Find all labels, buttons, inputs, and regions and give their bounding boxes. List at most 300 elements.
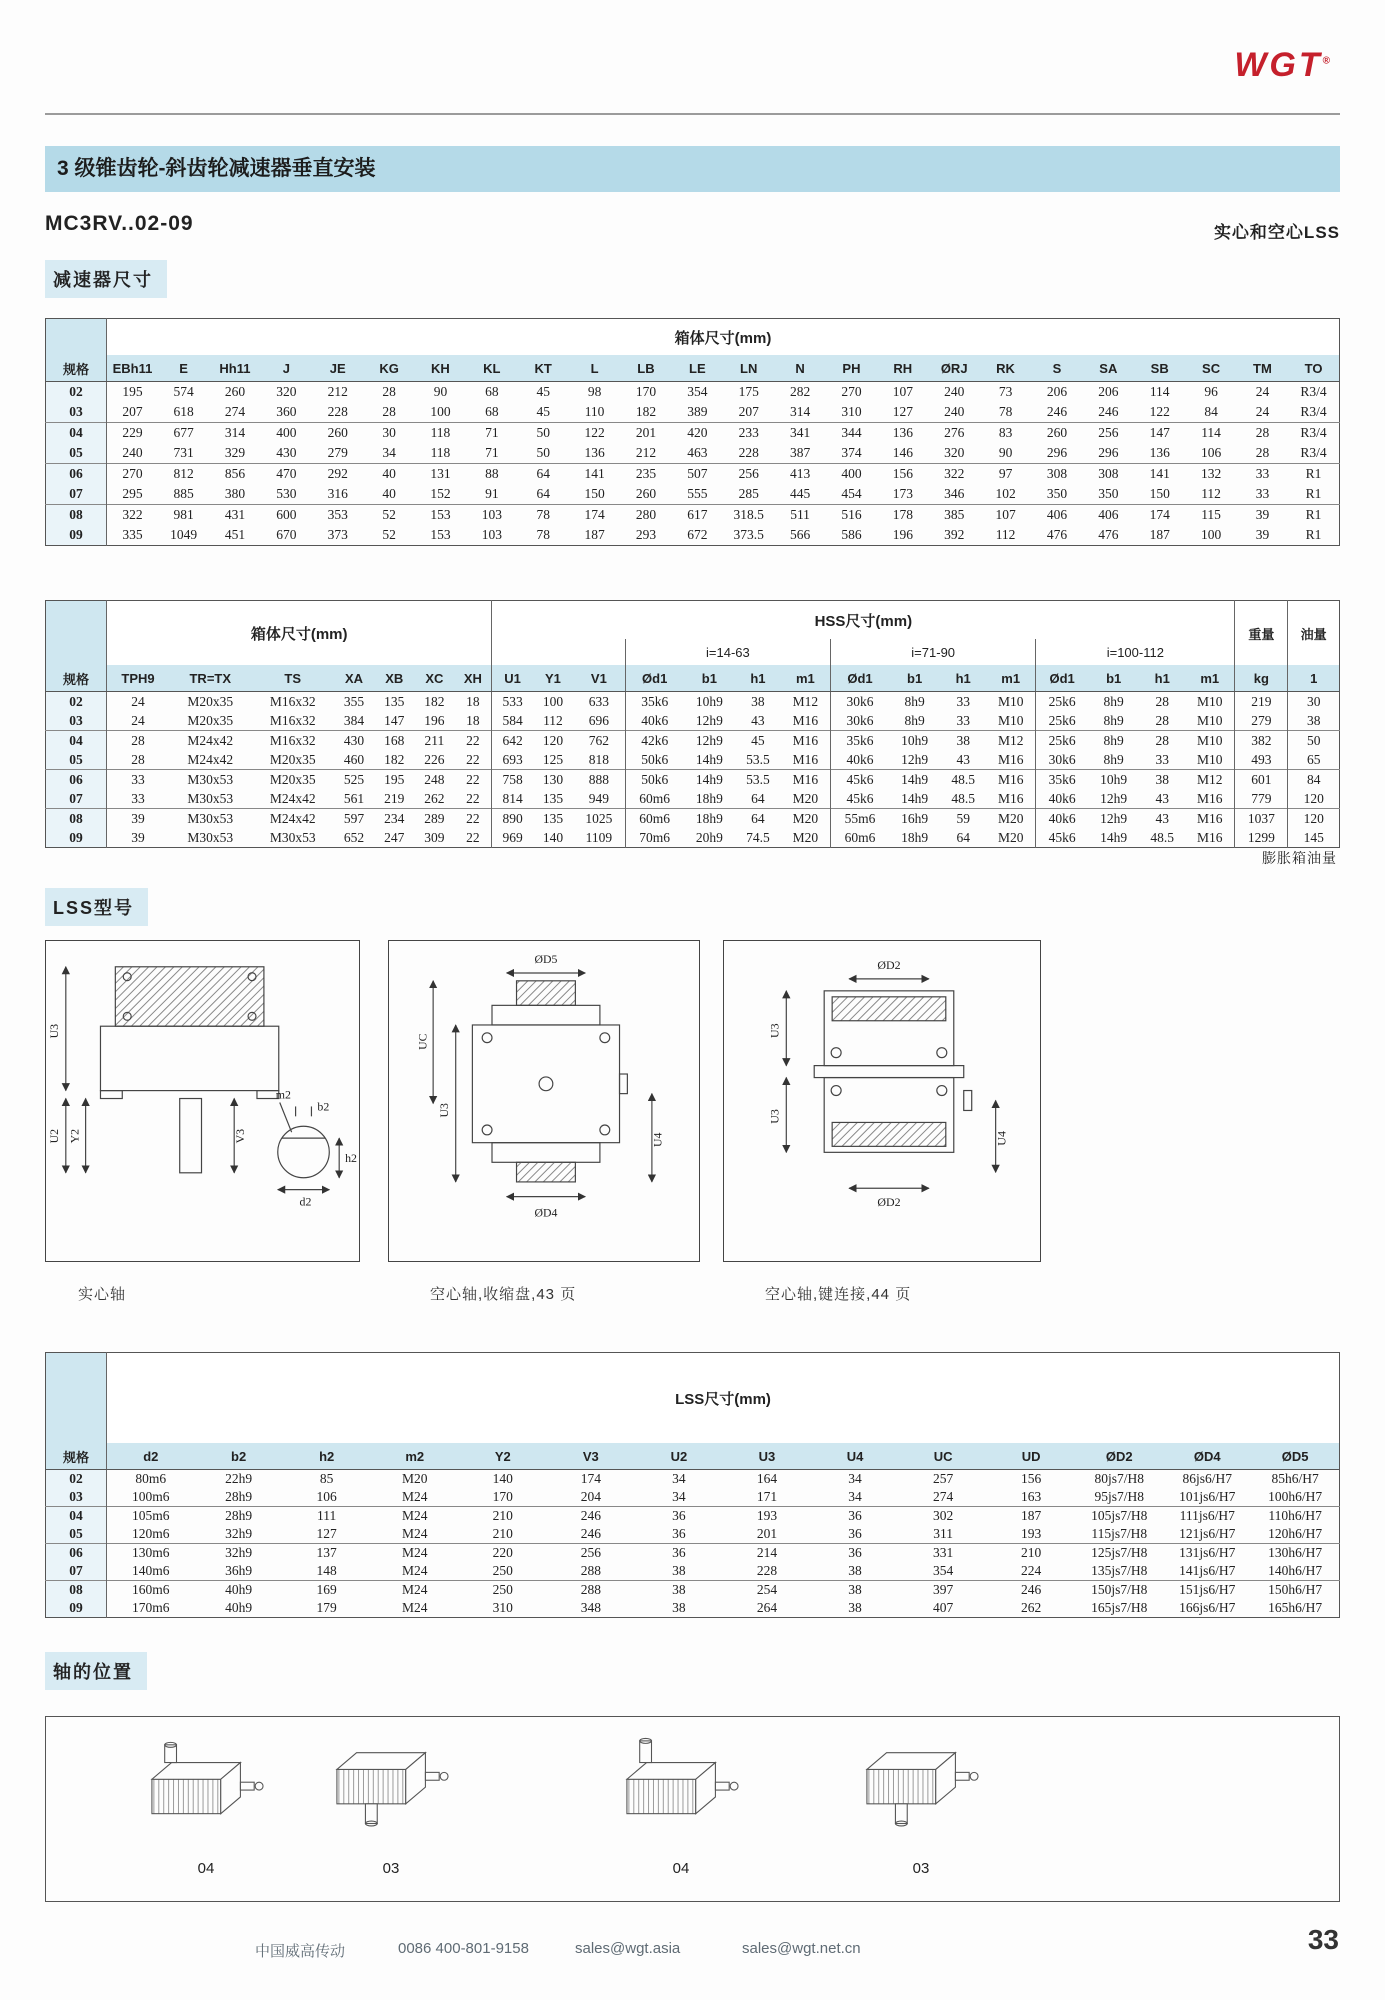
data-cell: 182 bbox=[384, 751, 405, 767]
table-row bbox=[46, 1470, 1340, 1489]
data-cell: 64 bbox=[536, 486, 550, 501]
column-header: S bbox=[1031, 355, 1082, 382]
data-cell: 454 bbox=[841, 486, 862, 501]
data-cell: M10 bbox=[986, 711, 1036, 731]
shaft-position-label: 04 bbox=[672, 1860, 690, 1877]
data-cell: 260 bbox=[1031, 423, 1082, 444]
data-cell: M16x32 bbox=[269, 693, 316, 709]
data-cell: 74.5 bbox=[746, 829, 770, 845]
data-cell: M24x42 bbox=[269, 790, 316, 806]
data-cell: 463 bbox=[687, 445, 708, 460]
column-header: TM bbox=[1237, 355, 1288, 382]
data-cell: 12h9 bbox=[901, 751, 929, 767]
data-cell: 493 bbox=[1235, 750, 1288, 770]
data-cell: 22 bbox=[454, 789, 491, 809]
data-cell: 34 bbox=[382, 445, 396, 460]
data-cell: 50 bbox=[1288, 731, 1340, 751]
data-cell: 18h9 bbox=[901, 829, 929, 845]
section-lss-type: LSS型号 bbox=[45, 888, 148, 926]
data-cell: 256 bbox=[547, 1544, 635, 1563]
corner-cell bbox=[46, 1353, 107, 1444]
column-header: XB bbox=[374, 665, 414, 692]
data-cell: 20h9 bbox=[695, 829, 723, 845]
data-cell: 28 bbox=[1237, 423, 1288, 444]
table-title: 箱体尺寸(mm) bbox=[107, 319, 1340, 356]
spec-cell: 08 bbox=[46, 1581, 107, 1600]
data-cell: 120h6/H7 bbox=[1268, 1526, 1323, 1541]
data-cell: 39 bbox=[107, 809, 170, 829]
dim-label: UC bbox=[416, 1033, 430, 1050]
data-cell: 226 bbox=[424, 751, 445, 767]
data-cell: 135 bbox=[533, 809, 573, 829]
data-cell: 308 bbox=[1083, 464, 1134, 485]
data-cell: 38 bbox=[848, 1600, 862, 1615]
data-cell: 288 bbox=[547, 1581, 635, 1600]
data-cell: 43 bbox=[751, 712, 765, 728]
column-header: ØRJ bbox=[929, 355, 980, 382]
data-cell: 316 bbox=[327, 486, 348, 501]
column-header: TS bbox=[252, 665, 334, 692]
column-header: L bbox=[569, 355, 620, 382]
data-cell: 32h9 bbox=[195, 1544, 283, 1563]
data-cell: 163 bbox=[1021, 1489, 1042, 1504]
data-cell: 84 bbox=[1288, 770, 1340, 790]
data-cell: 293 bbox=[635, 527, 657, 542]
spec-cell: 09 bbox=[46, 828, 107, 848]
page-title: 3 级锥齿轮-斜齿轮减速器垂直安装 bbox=[45, 146, 1340, 192]
data-cell: 346 bbox=[944, 486, 965, 501]
data-cell: 693 bbox=[502, 751, 523, 767]
table-row bbox=[46, 423, 1340, 444]
dim-label: Y2 bbox=[67, 1128, 82, 1144]
data-cell: M10 bbox=[1185, 692, 1235, 712]
data-cell: M16x32 bbox=[252, 731, 334, 751]
data-cell: 95js7/H8 bbox=[1094, 1489, 1144, 1504]
data-cell: 38 bbox=[635, 1581, 723, 1600]
data-cell: 1025 bbox=[573, 809, 625, 829]
data-cell: 246 bbox=[987, 1581, 1075, 1600]
data-cell: 285 bbox=[738, 486, 759, 501]
table-row bbox=[46, 484, 1340, 505]
caption-hollow-shrink: 空心轴,收缩盘,43 页 bbox=[430, 1286, 577, 1303]
data-cell: 22 bbox=[454, 770, 491, 790]
data-cell: 460 bbox=[343, 751, 365, 767]
column-header: LN bbox=[723, 355, 774, 382]
data-cell: 110 bbox=[584, 404, 605, 419]
column-header: b1 bbox=[889, 665, 940, 692]
data-cell: 114 bbox=[1185, 423, 1236, 444]
data-cell: 331 bbox=[899, 1544, 987, 1563]
table-title: LSS尺寸(mm) bbox=[107, 1353, 1340, 1444]
data-cell: 210 bbox=[492, 1526, 513, 1541]
data-cell: 308 bbox=[1031, 464, 1082, 485]
hollow-key-drawing bbox=[724, 941, 1039, 1260]
dim-label: U3 bbox=[767, 1023, 782, 1039]
data-cell: 240 bbox=[944, 404, 965, 419]
data-cell: 561 bbox=[343, 790, 365, 806]
data-cell: 120 bbox=[1288, 809, 1340, 829]
table-title-row bbox=[46, 1353, 1340, 1444]
column-header: U1 bbox=[492, 665, 533, 692]
data-cell: 22 bbox=[454, 750, 491, 770]
column-header: d2 bbox=[107, 1443, 195, 1470]
data-cell: 10h9 bbox=[889, 731, 940, 751]
data-cell: 204 bbox=[580, 1489, 601, 1504]
data-cell: 150 bbox=[584, 486, 605, 501]
table-row bbox=[46, 402, 1340, 423]
shaft-position-panel bbox=[45, 1716, 1340, 1902]
data-cell: 633 bbox=[573, 692, 625, 712]
column-header: V1 bbox=[573, 665, 625, 692]
column-header: h2 bbox=[283, 1443, 371, 1470]
page-number: 33 bbox=[1307, 1924, 1339, 1955]
shaft-position-cell bbox=[116, 1735, 296, 1877]
data-cell: 42k6 bbox=[625, 731, 683, 751]
data-cell: 24 bbox=[131, 693, 145, 709]
data-cell: 193 bbox=[723, 1507, 811, 1526]
data-cell: 45 bbox=[536, 404, 550, 419]
data-cell: 28 bbox=[382, 384, 396, 399]
data-cell: 355 bbox=[343, 693, 365, 709]
data-cell: M10 bbox=[986, 692, 1036, 712]
spec-cell: 08 bbox=[46, 809, 107, 829]
solid-shaft-diagram bbox=[45, 940, 360, 1262]
column-header: XH bbox=[454, 665, 491, 692]
data-cell: 48.5 bbox=[940, 770, 986, 790]
data-cell: 33 bbox=[1255, 486, 1270, 501]
data-cell: 600 bbox=[261, 505, 312, 526]
column-header: b1 bbox=[684, 665, 735, 692]
column-header: TPH9 bbox=[107, 665, 170, 692]
data-cell: 45 bbox=[536, 384, 550, 399]
table-row bbox=[46, 1507, 1340, 1526]
footer-email-net: sales@wgt.net.cn bbox=[742, 1940, 861, 1957]
column-header: XA bbox=[334, 665, 374, 692]
data-cell: M12 bbox=[781, 692, 831, 712]
data-cell: 344 bbox=[826, 423, 877, 444]
data-cell: 8h9 bbox=[904, 712, 925, 728]
dim-label: U2 bbox=[46, 1128, 61, 1144]
spec-cell: 08 bbox=[46, 505, 107, 526]
data-cell: 254 bbox=[723, 1581, 811, 1600]
data-cell: 949 bbox=[573, 789, 625, 809]
data-cell: 85h6/H7 bbox=[1271, 1471, 1319, 1486]
data-cell: 35k6 bbox=[1036, 770, 1088, 790]
data-cell: M16 bbox=[986, 770, 1036, 790]
data-cell: 33 bbox=[107, 770, 170, 790]
table-row bbox=[46, 828, 1340, 848]
data-cell: 83 bbox=[980, 423, 1031, 444]
data-cell: M30x53 bbox=[269, 829, 316, 845]
shaft-type-note: 实心和空心LSS bbox=[1213, 223, 1340, 242]
dim-label: m2 bbox=[275, 1087, 291, 1102]
data-cell: 812 bbox=[158, 464, 209, 485]
data-cell: 341 bbox=[774, 423, 825, 444]
data-cell: 107 bbox=[980, 505, 1031, 526]
data-cell: M20 bbox=[986, 809, 1036, 829]
data-cell: 201 bbox=[620, 423, 671, 444]
spec-cell: 05 bbox=[46, 443, 107, 464]
data-cell: 257 bbox=[932, 1471, 954, 1486]
ratio-group-3: i=100-112 bbox=[1036, 639, 1235, 665]
data-cell: 400 bbox=[261, 423, 312, 444]
table-title-row bbox=[46, 601, 1340, 640]
data-cell: 43 bbox=[956, 751, 970, 767]
data-cell: M24 bbox=[401, 1563, 428, 1578]
column-header: Ød1 bbox=[1036, 665, 1088, 692]
data-cell: 566 bbox=[789, 527, 811, 542]
wgt-logo: WGT® bbox=[1234, 46, 1333, 84]
shaft-position-down-drawing bbox=[841, 1735, 1001, 1853]
data-cell: 132 bbox=[1185, 464, 1236, 485]
data-cell: 206 bbox=[1098, 384, 1119, 399]
data-cell: M12 bbox=[986, 731, 1036, 751]
data-cell: 178 bbox=[877, 505, 928, 526]
data-cell: 1109 bbox=[573, 828, 625, 848]
data-cell: 270 bbox=[841, 384, 862, 399]
data-cell: 8h9 bbox=[1103, 712, 1124, 728]
data-cell: 38 bbox=[672, 1600, 686, 1615]
column-header: KH bbox=[415, 355, 466, 382]
data-cell: 652 bbox=[343, 829, 365, 845]
data-cell: 250 bbox=[492, 1563, 513, 1578]
dim-label: U3 bbox=[46, 1023, 61, 1039]
data-cell: 981 bbox=[158, 505, 209, 526]
data-cell: 354 bbox=[687, 384, 708, 399]
data-cell: 120 bbox=[1303, 790, 1324, 806]
column-header: 规格 bbox=[46, 355, 107, 382]
data-cell: 12h9 bbox=[1088, 809, 1139, 829]
data-cell: 111js6/H7 bbox=[1163, 1507, 1251, 1526]
spec-cell: 09 bbox=[46, 525, 107, 546]
data-cell: 64 bbox=[735, 809, 781, 829]
data-cell: 818 bbox=[573, 750, 625, 770]
data-cell: M10 bbox=[1185, 750, 1235, 770]
data-cell: 12h9 bbox=[684, 731, 735, 751]
data-cell: 672 bbox=[687, 527, 708, 542]
table-title-row bbox=[46, 319, 1340, 356]
column-header: V3 bbox=[547, 1443, 635, 1470]
shaft-position-label: 03 bbox=[912, 1860, 930, 1877]
data-cell: 91 bbox=[485, 486, 499, 501]
data-cell: 413 bbox=[774, 464, 825, 485]
data-cell: 212 bbox=[635, 445, 657, 460]
data-cell: 80js7/H8 bbox=[1094, 1471, 1144, 1486]
data-cell: 30 bbox=[363, 423, 414, 444]
data-cell: M16 bbox=[986, 789, 1036, 809]
data-cell: 170 bbox=[492, 1489, 513, 1504]
data-cell: 234 bbox=[374, 809, 414, 829]
data-cell: 30k6 bbox=[1048, 751, 1076, 767]
data-cell: 10h9 bbox=[695, 693, 723, 709]
data-cell: 270 bbox=[107, 464, 158, 485]
data-cell: 173 bbox=[892, 486, 913, 501]
data-cell: 16h9 bbox=[889, 809, 940, 829]
data-cell: 30 bbox=[1306, 693, 1321, 709]
data-cell: 30k6 bbox=[846, 712, 874, 728]
data-cell: 64 bbox=[518, 464, 569, 485]
table-row bbox=[46, 1599, 1340, 1618]
data-cell: M20x35 bbox=[187, 693, 234, 709]
data-cell: 516 bbox=[826, 505, 877, 526]
data-cell: 389 bbox=[687, 404, 708, 419]
data-cell: M16 bbox=[1185, 789, 1235, 809]
column-header: KT bbox=[518, 355, 569, 382]
footer-company: 中国威高传动 bbox=[255, 1943, 346, 1960]
data-cell: 71 bbox=[466, 423, 517, 444]
data-cell: 407 bbox=[932, 1600, 954, 1615]
hollow-shrink-drawing bbox=[389, 941, 698, 1260]
data-cell: 385 bbox=[929, 505, 980, 526]
data-cell: 28h9 bbox=[195, 1507, 283, 1526]
data-cell: 219 bbox=[384, 790, 405, 806]
column-header: m1 bbox=[781, 665, 831, 692]
data-cell: 322 bbox=[107, 505, 158, 526]
data-cell: 165js7/H8 bbox=[1091, 1600, 1148, 1615]
data-cell: M16x32 bbox=[269, 712, 316, 728]
data-cell: 30k6 bbox=[846, 693, 874, 709]
data-cell: 97 bbox=[980, 464, 1031, 485]
caption-solid-shaft: 实心轴 bbox=[78, 1286, 127, 1303]
data-cell: 156 bbox=[1021, 1471, 1042, 1486]
column-header: N bbox=[774, 355, 825, 382]
blank-cell bbox=[492, 639, 625, 665]
data-cell: 350 bbox=[1098, 486, 1119, 501]
data-cell: 246 bbox=[547, 1507, 635, 1526]
data-cell: R3/4 bbox=[1300, 445, 1327, 460]
table-row bbox=[46, 443, 1340, 464]
data-cell: 228 bbox=[327, 404, 348, 419]
data-cell: 110h6/H7 bbox=[1251, 1507, 1339, 1526]
data-cell: M16 bbox=[781, 711, 831, 731]
data-cell: 642 bbox=[492, 731, 533, 751]
column-header: UC bbox=[899, 1443, 987, 1470]
data-cell: 201 bbox=[756, 1526, 778, 1541]
data-cell: 533 bbox=[502, 693, 523, 709]
table-row bbox=[46, 525, 1340, 546]
caption-hollow-key: 空心轴,键连接,44 页 bbox=[765, 1286, 912, 1303]
data-cell: 387 bbox=[789, 445, 811, 460]
data-cell: 476 bbox=[1046, 527, 1068, 542]
data-cell: 280 bbox=[620, 505, 671, 526]
lss-dimensions-table bbox=[45, 1352, 1340, 1618]
data-cell: 127 bbox=[316, 1526, 337, 1541]
data-cell: 476 bbox=[1098, 527, 1119, 542]
data-cell: 36 bbox=[848, 1526, 862, 1541]
housing-hss-dimensions-table bbox=[45, 600, 1340, 848]
data-cell: R3/4 bbox=[1288, 423, 1339, 444]
data-cell: 118 bbox=[415, 423, 466, 444]
data-cell: M20 bbox=[986, 828, 1036, 848]
column-header: Y1 bbox=[533, 665, 573, 692]
data-cell: 310 bbox=[841, 404, 862, 419]
data-cell: M24 bbox=[371, 1544, 459, 1563]
footer-phone: 0086 400-801-9158 bbox=[398, 1940, 529, 1957]
data-cell: M30x53 bbox=[187, 790, 234, 806]
data-cell: M24 bbox=[401, 1489, 428, 1504]
data-cell: 14h9 bbox=[1100, 829, 1128, 845]
data-cell: 420 bbox=[672, 423, 723, 444]
dim-label: h2 bbox=[345, 1150, 357, 1165]
data-cell: M30x53 bbox=[187, 829, 234, 845]
spec-cell: 06 bbox=[46, 1544, 107, 1563]
column-header-row bbox=[46, 1443, 1340, 1470]
column-header: 规格 bbox=[46, 1443, 107, 1470]
data-cell: 8h9 bbox=[1088, 731, 1139, 751]
data-cell: 14h9 bbox=[901, 790, 929, 806]
data-cell: 28h9 bbox=[225, 1489, 253, 1504]
spec-cell: 02 bbox=[46, 692, 107, 712]
data-cell: 248 bbox=[414, 770, 454, 790]
data-cell: 64 bbox=[751, 790, 765, 806]
data-cell: 8h9 bbox=[904, 693, 925, 709]
data-cell: 147 bbox=[1134, 423, 1185, 444]
shaft-position-up-drawing bbox=[601, 1735, 761, 1853]
data-cell: 406 bbox=[1083, 505, 1134, 526]
data-cell: 187 bbox=[584, 527, 605, 542]
data-cell: 85 bbox=[319, 1471, 334, 1486]
column-header: h1 bbox=[1139, 665, 1185, 692]
data-cell: 211 bbox=[414, 731, 454, 751]
data-cell: 135 bbox=[542, 790, 564, 806]
dim-label: U3 bbox=[437, 1103, 451, 1118]
data-cell: 39 bbox=[1237, 505, 1288, 526]
data-cell: 670 bbox=[276, 527, 297, 542]
data-cell: M20 bbox=[781, 828, 831, 848]
data-cell: 100m6 bbox=[132, 1489, 170, 1504]
data-cell: 431 bbox=[209, 505, 260, 526]
data-cell: 40k6 bbox=[641, 712, 669, 728]
data-cell: 318.5 bbox=[723, 505, 774, 526]
column-header: KL bbox=[466, 355, 517, 382]
column-header: KG bbox=[363, 355, 414, 382]
data-cell: 90 bbox=[433, 384, 448, 399]
data-cell: 196 bbox=[424, 712, 445, 728]
data-cell: 140m6 bbox=[132, 1563, 170, 1578]
shaft-position-cell bbox=[831, 1735, 1011, 1877]
data-cell: 25k6 bbox=[1036, 731, 1088, 751]
spec-cell: 07 bbox=[46, 1562, 107, 1581]
data-cell: 43 bbox=[1155, 790, 1169, 806]
data-cell: M20x35 bbox=[187, 712, 234, 728]
data-cell: 24 bbox=[1255, 384, 1270, 399]
data-cell: 18h9 bbox=[695, 790, 723, 806]
data-cell: M16 bbox=[781, 750, 831, 770]
data-cell: M16 bbox=[781, 770, 831, 790]
data-cell: 279 bbox=[327, 445, 348, 460]
column-header: SA bbox=[1083, 355, 1134, 382]
data-cell: 135js7/H8 bbox=[1091, 1563, 1148, 1578]
data-cell: 127 bbox=[892, 404, 913, 419]
dim-label: ØD4 bbox=[534, 1206, 558, 1220]
data-cell: R3/4 bbox=[1300, 404, 1327, 419]
data-cell: 274 bbox=[224, 404, 246, 419]
dim-label: U4 bbox=[994, 1131, 1009, 1146]
hollow-key-diagram bbox=[723, 940, 1041, 1262]
table-title-right: HSS尺寸(mm) bbox=[492, 601, 1235, 640]
data-cell: 8h9 bbox=[1103, 751, 1124, 767]
data-cell: 38 bbox=[811, 1581, 899, 1600]
data-cell: 530 bbox=[276, 486, 297, 501]
data-cell: 397 bbox=[899, 1581, 987, 1600]
data-cell: 45k6 bbox=[831, 770, 889, 790]
data-cell: 350 bbox=[1046, 486, 1068, 501]
data-cell: 430 bbox=[334, 731, 374, 751]
data-cell: 103 bbox=[481, 527, 502, 542]
data-cell: 246 bbox=[580, 1526, 601, 1541]
data-cell: 885 bbox=[173, 486, 194, 501]
solid-shaft-drawing bbox=[46, 941, 358, 1260]
